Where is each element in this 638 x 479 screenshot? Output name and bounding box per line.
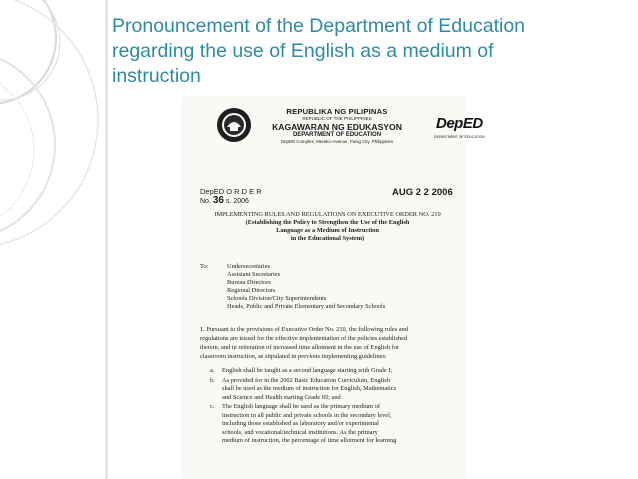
recipient-list [227,263,385,311]
to-label: To: [200,263,209,270]
paragraph-line: classroom instruction, as stipulated in previous implementing guidelines: [200,353,387,360]
irr-subtitle-line: Language as a Medium of Instruction [276,227,379,234]
item-line: The English language shall be used as the primary medium of [222,403,380,410]
paragraph-line: regulations are issued for the effective implementation of the policies established [200,335,408,342]
recipient: Undersecretaries [227,263,270,270]
guideline-item-c [210,403,464,446]
order-series: s. 2006 [225,198,249,205]
address-text: DepED Complex, Meralco Avenue, Pasig City, Philippines [280,139,394,144]
recipient: Bureau Directors [227,279,271,286]
order-number: 36 [212,195,224,206]
item-line: medium of instruction, the percentage of time allotment for learning [222,437,397,444]
paragraph-line: 1. Pursuant to the provisions of Executive Order No. 210, the following rules and [200,326,409,333]
accent-bar [105,0,108,479]
recipient: Schools Division/City Superintendents [227,295,327,302]
republic-en-text: REPUBLIC OF THE PHILIPPINES [302,116,372,121]
recipient: Heads, Public and Private Elementary and Secondary Schools [227,303,386,310]
paragraph-1 [200,325,465,361]
recipient: Regional Directors [227,287,276,294]
deped-logo-subtext: DEPARTMENT OF EDUCATION [434,135,485,139]
item-line: instruction in all public and private schools in the secondary level, [222,411,392,419]
irr-heading [186,211,469,243]
order-no-prefix: No. [200,198,211,205]
guideline-list [210,367,464,447]
item-marker: a. [210,367,215,374]
title-line: instruction [112,65,201,87]
document-header [262,107,412,145]
order-label: DepED O R D E R [200,187,262,196]
guideline-item-b [210,377,464,403]
item-line: shall be used as the medium of instruction for English, Mathematics [222,385,397,392]
deped-seal-icon [216,107,252,143]
item-line: As provided for in the 2002 Basic Education Curriculum, English [222,376,390,384]
department-fil-text: KAGAWARAN NG EDUKASYON [272,122,402,132]
irr-subtitle-line: (Establishing the Policy to Strengthen the Use of the English [245,219,410,226]
deped-logo: DepED [436,115,483,132]
order-number-row [200,196,262,206]
item-marker: b. [210,376,215,384]
item-line: and Science and Health starting Grade III; and [222,393,341,401]
item-line: English shall be taught as a second language starting with Grade I; [222,367,393,374]
department-order-document [182,97,485,479]
order-number-block [200,187,262,206]
guideline-item-a [210,367,464,376]
irr-title: IMPLEMENTING RULES AND REGULATIONS ON EXECUTIVE ORDER NO. 210 [214,211,441,218]
order-date-stamp: AUG 2 2 2006 [392,187,453,198]
slide-title [112,14,612,89]
irr-subtitle-line: in the Educational System) [290,235,365,242]
recipient: Assistant Secretaries [227,271,281,278]
department-en-text: DEPARTMENT OF EDUCATION [292,132,382,138]
item-line: including those established as laboratory and/or experimental [222,420,379,427]
paragraph-line: therein, and in reiteration of increased time allotment in the use of English for [200,344,400,351]
title-line: regarding the use of English as a medium of [112,40,494,62]
republic-text: REPUBLIKA NG PILIPINAS [286,107,388,116]
item-line: schools, and vocational/technical institutions. As the primary [222,428,378,436]
item-marker: c. [210,403,215,410]
title-line: Pronouncement of the Department of Education [112,15,526,37]
decorative-rings [0,0,130,479]
